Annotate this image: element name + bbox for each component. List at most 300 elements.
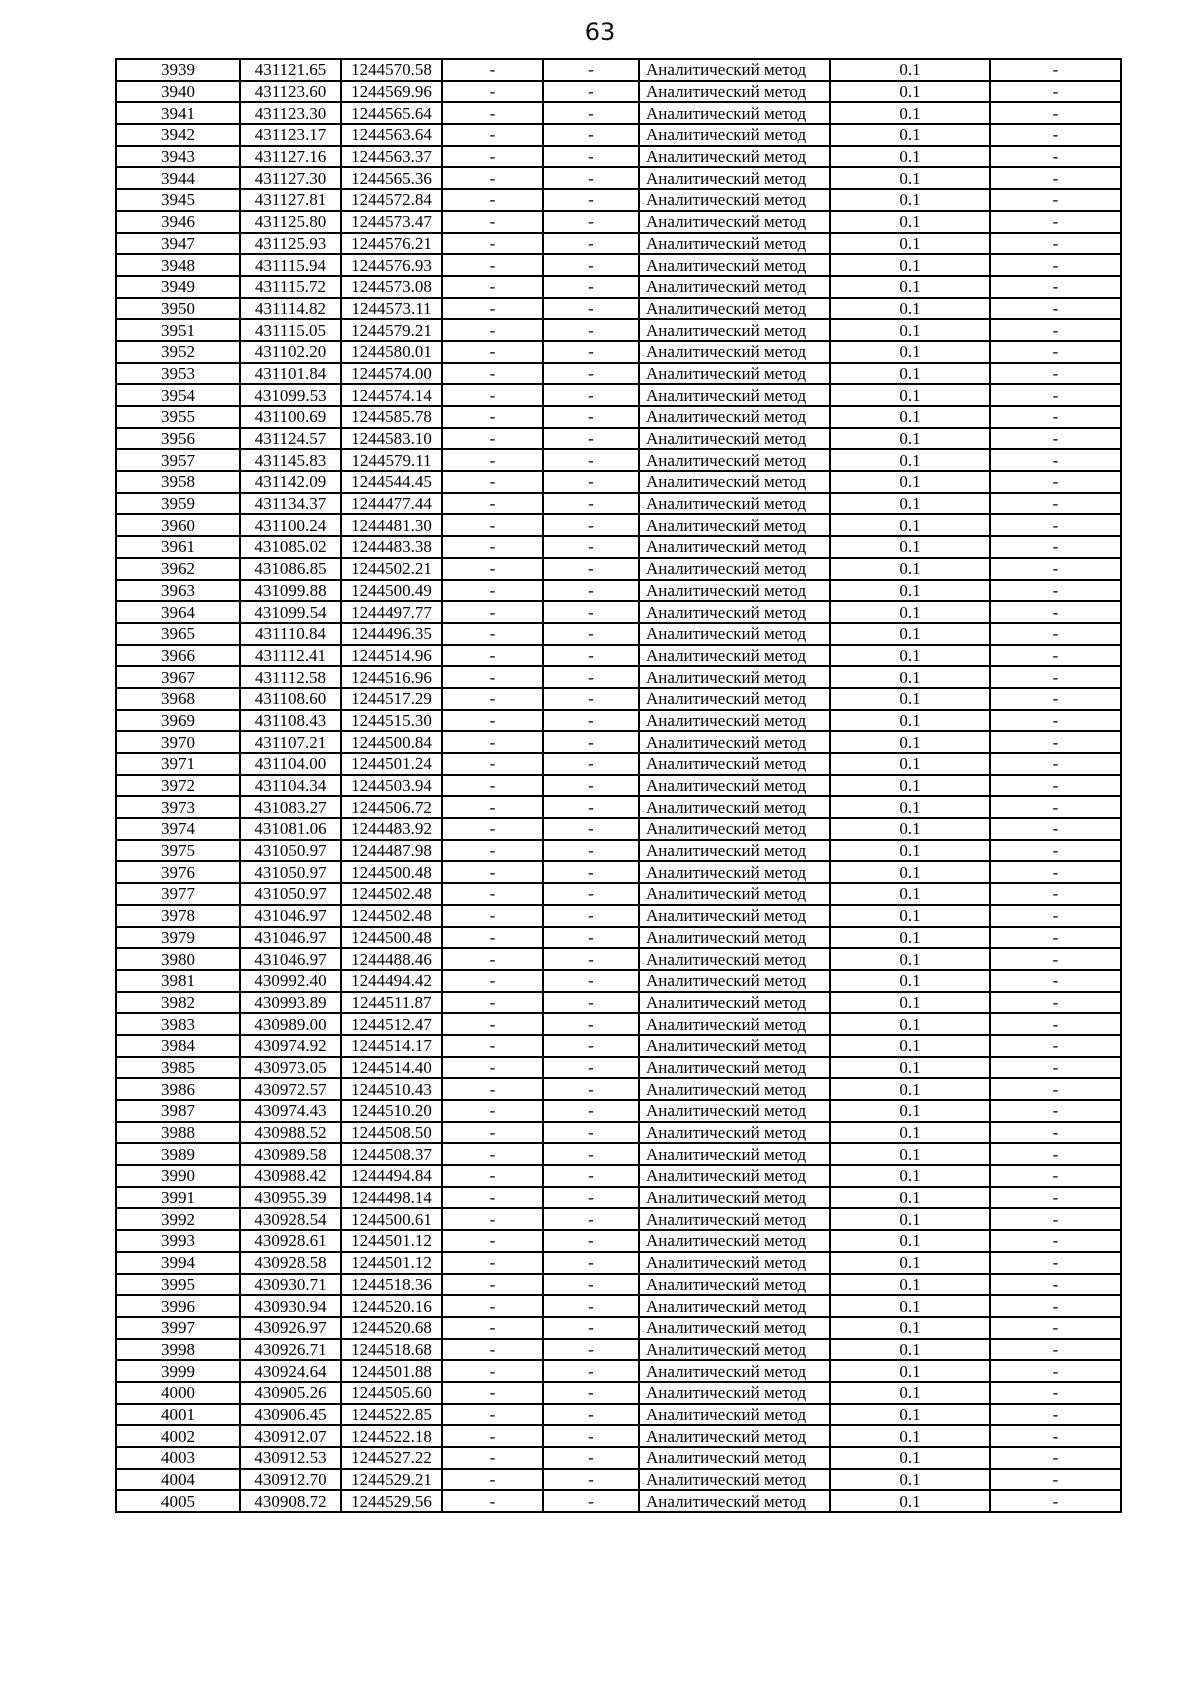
x-coordinate-cell: 431099.88 (240, 580, 341, 602)
y-coordinate-cell: 1244494.42 (341, 970, 442, 992)
empty-cell-2: - (543, 276, 639, 298)
method-cell: Аналитический метод (639, 1469, 830, 1491)
empty-cell-2: - (543, 233, 639, 255)
empty-cell-3: - (990, 927, 1121, 949)
empty-cell-3: - (990, 536, 1121, 558)
y-coordinate-cell: 1244501.12 (341, 1252, 442, 1274)
table-row (116, 1100, 1121, 1122)
y-coordinate-cell: 1244500.48 (341, 927, 442, 949)
point-number-cell: 3958 (116, 471, 240, 493)
empty-cell-2: - (543, 1078, 639, 1100)
table-row (116, 1339, 1121, 1361)
empty-cell-2: - (543, 1469, 639, 1491)
table-row (116, 319, 1121, 341)
empty-cell-3: - (990, 146, 1121, 168)
x-coordinate-cell: 430974.92 (240, 1035, 341, 1057)
empty-cell-2: - (543, 1057, 639, 1079)
empty-cell-3: - (990, 59, 1121, 81)
table-row (116, 601, 1121, 623)
accuracy-cell: 0.1 (830, 927, 990, 949)
table-row (116, 753, 1121, 775)
empty-cell-1: - (442, 1425, 543, 1447)
x-coordinate-cell: 431108.60 (240, 688, 341, 710)
accuracy-cell: 0.1 (830, 1057, 990, 1079)
empty-cell-2: - (543, 81, 639, 103)
empty-cell-1: - (442, 406, 543, 428)
empty-cell-2: - (543, 927, 639, 949)
x-coordinate-cell: 431108.43 (240, 710, 341, 732)
empty-cell-2: - (543, 211, 639, 233)
empty-cell-1: - (442, 298, 543, 320)
method-cell: Аналитический метод (639, 645, 830, 667)
empty-cell-2: - (543, 775, 639, 797)
point-number-cell: 3950 (116, 298, 240, 320)
y-coordinate-cell: 1244514.17 (341, 1035, 442, 1057)
y-coordinate-cell: 1244529.56 (341, 1490, 442, 1512)
point-number-cell: 3977 (116, 883, 240, 905)
method-cell: Аналитический метод (639, 666, 830, 688)
y-coordinate-cell: 1244574.14 (341, 384, 442, 406)
y-coordinate-cell: 1244510.43 (341, 1078, 442, 1100)
empty-cell-1: - (442, 1447, 543, 1469)
accuracy-cell: 0.1 (830, 1143, 990, 1165)
empty-cell-3: - (990, 406, 1121, 428)
method-cell: Аналитический метод (639, 558, 830, 580)
empty-cell-3: - (990, 1143, 1121, 1165)
empty-cell-1: - (442, 948, 543, 970)
empty-cell-1: - (442, 319, 543, 341)
empty-cell-1: - (442, 1013, 543, 1035)
empty-cell-3: - (990, 124, 1121, 146)
x-coordinate-cell: 430928.58 (240, 1252, 341, 1274)
empty-cell-2: - (543, 623, 639, 645)
x-coordinate-cell: 431085.02 (240, 536, 341, 558)
empty-cell-2: - (543, 731, 639, 753)
method-cell: Аналитический метод (639, 233, 830, 255)
point-number-cell: 3960 (116, 514, 240, 536)
point-number-cell: 3991 (116, 1187, 240, 1209)
point-number-cell: 3992 (116, 1208, 240, 1230)
empty-cell-2: - (543, 449, 639, 471)
empty-cell-1: - (442, 796, 543, 818)
point-number-cell: 3942 (116, 124, 240, 146)
accuracy-cell: 0.1 (830, 1187, 990, 1209)
point-number-cell: 3944 (116, 167, 240, 189)
y-coordinate-cell: 1244565.64 (341, 102, 442, 124)
empty-cell-2: - (543, 1013, 639, 1035)
empty-cell-3: - (990, 818, 1121, 840)
empty-cell-2: - (543, 883, 639, 905)
point-number-cell: 3952 (116, 341, 240, 363)
accuracy-cell: 0.1 (830, 558, 990, 580)
point-number-cell: 3951 (116, 319, 240, 341)
accuracy-cell: 0.1 (830, 1317, 990, 1339)
point-number-cell: 4000 (116, 1382, 240, 1404)
accuracy-cell: 0.1 (830, 1404, 990, 1426)
empty-cell-3: - (990, 666, 1121, 688)
x-coordinate-cell: 431134.37 (240, 493, 341, 515)
empty-cell-3: - (990, 1100, 1121, 1122)
x-coordinate-cell: 431123.17 (240, 124, 341, 146)
accuracy-cell: 0.1 (830, 428, 990, 450)
accuracy-cell: 0.1 (830, 1100, 990, 1122)
table-row (116, 1295, 1121, 1317)
method-cell: Аналитический метод (639, 840, 830, 862)
y-coordinate-cell: 1244585.78 (341, 406, 442, 428)
empty-cell-1: - (442, 449, 543, 471)
table-row (116, 1252, 1121, 1274)
empty-cell-3: - (990, 1490, 1121, 1512)
empty-cell-3: - (990, 1447, 1121, 1469)
y-coordinate-cell: 1244510.20 (341, 1100, 442, 1122)
accuracy-cell: 0.1 (830, 666, 990, 688)
x-coordinate-cell: 431115.94 (240, 254, 341, 276)
empty-cell-3: - (990, 1122, 1121, 1144)
point-number-cell: 3940 (116, 81, 240, 103)
table-row (116, 363, 1121, 385)
x-coordinate-cell: 430926.71 (240, 1339, 341, 1361)
method-cell: Аналитический метод (639, 449, 830, 471)
y-coordinate-cell: 1244477.44 (341, 493, 442, 515)
method-cell: Аналитический метод (639, 384, 830, 406)
method-cell: Аналитический метод (639, 1143, 830, 1165)
empty-cell-2: - (543, 666, 639, 688)
point-number-cell: 4005 (116, 1490, 240, 1512)
empty-cell-1: - (442, 992, 543, 1014)
empty-cell-3: - (990, 298, 1121, 320)
point-number-cell: 3978 (116, 905, 240, 927)
table-row (116, 428, 1121, 450)
point-number-cell: 3973 (116, 796, 240, 818)
x-coordinate-cell: 430912.07 (240, 1425, 341, 1447)
method-cell: Аналитический метод (639, 927, 830, 949)
x-coordinate-cell: 431107.21 (240, 731, 341, 753)
empty-cell-2: - (543, 298, 639, 320)
empty-cell-1: - (442, 146, 543, 168)
point-number-cell: 3967 (116, 666, 240, 688)
y-coordinate-cell: 1244573.47 (341, 211, 442, 233)
x-coordinate-cell: 431099.53 (240, 384, 341, 406)
y-coordinate-cell: 1244511.87 (341, 992, 442, 1014)
method-cell: Аналитический метод (639, 1208, 830, 1230)
x-coordinate-cell: 431083.27 (240, 796, 341, 818)
empty-cell-1: - (442, 1295, 543, 1317)
empty-cell-3: - (990, 1404, 1121, 1426)
empty-cell-3: - (990, 710, 1121, 732)
empty-cell-1: - (442, 428, 543, 450)
y-coordinate-cell: 1244527.22 (341, 1447, 442, 1469)
empty-cell-1: - (442, 1252, 543, 1274)
point-number-cell: 3964 (116, 601, 240, 623)
point-number-cell: 3945 (116, 189, 240, 211)
table-row (116, 493, 1121, 515)
table-row (116, 1208, 1121, 1230)
empty-cell-3: - (990, 1252, 1121, 1274)
empty-cell-3: - (990, 580, 1121, 602)
empty-cell-2: - (543, 514, 639, 536)
x-coordinate-cell: 430928.61 (240, 1230, 341, 1252)
empty-cell-1: - (442, 1490, 543, 1512)
empty-cell-2: - (543, 796, 639, 818)
method-cell: Аналитический метод (639, 905, 830, 927)
y-coordinate-cell: 1244503.94 (341, 775, 442, 797)
y-coordinate-cell: 1244522.85 (341, 1404, 442, 1426)
table-row (116, 514, 1121, 536)
empty-cell-2: - (543, 1143, 639, 1165)
accuracy-cell: 0.1 (830, 254, 990, 276)
table-row (116, 1035, 1121, 1057)
empty-cell-1: - (442, 189, 543, 211)
method-cell: Аналитический метод (639, 276, 830, 298)
table-row (116, 167, 1121, 189)
method-cell: Аналитический метод (639, 167, 830, 189)
x-coordinate-cell: 431050.97 (240, 840, 341, 862)
point-number-cell: 3981 (116, 970, 240, 992)
x-coordinate-cell: 431081.06 (240, 818, 341, 840)
point-number-cell: 3997 (116, 1317, 240, 1339)
table-row (116, 840, 1121, 862)
y-coordinate-cell: 1244576.21 (341, 233, 442, 255)
empty-cell-3: - (990, 1469, 1121, 1491)
method-cell: Аналитический метод (639, 818, 830, 840)
y-coordinate-cell: 1244522.18 (341, 1425, 442, 1447)
point-number-cell: 3946 (116, 211, 240, 233)
x-coordinate-cell: 430906.45 (240, 1404, 341, 1426)
method-cell: Аналитический метод (639, 753, 830, 775)
method-cell: Аналитический метод (639, 883, 830, 905)
empty-cell-3: - (990, 276, 1121, 298)
empty-cell-1: - (442, 254, 543, 276)
method-cell: Аналитический метод (639, 861, 830, 883)
empty-cell-1: - (442, 384, 543, 406)
accuracy-cell: 0.1 (830, 493, 990, 515)
accuracy-cell: 0.1 (830, 471, 990, 493)
x-coordinate-cell: 431125.93 (240, 233, 341, 255)
empty-cell-2: - (543, 710, 639, 732)
y-coordinate-cell: 1244574.00 (341, 363, 442, 385)
empty-cell-1: - (442, 167, 543, 189)
point-number-cell: 3995 (116, 1274, 240, 1296)
point-number-cell: 3965 (116, 623, 240, 645)
empty-cell-3: - (990, 428, 1121, 450)
table-row (116, 688, 1121, 710)
point-number-cell: 3998 (116, 1339, 240, 1361)
point-number-cell: 3970 (116, 731, 240, 753)
point-number-cell: 4004 (116, 1469, 240, 1491)
table-row (116, 818, 1121, 840)
empty-cell-2: - (543, 1425, 639, 1447)
x-coordinate-cell: 430972.57 (240, 1078, 341, 1100)
table-row (116, 233, 1121, 255)
page-number: 63 (584, 18, 616, 46)
x-coordinate-cell: 430989.00 (240, 1013, 341, 1035)
empty-cell-2: - (543, 840, 639, 862)
table-row (116, 883, 1121, 905)
table-row (116, 1013, 1121, 1035)
point-number-cell: 3976 (116, 861, 240, 883)
empty-cell-3: - (990, 211, 1121, 233)
method-cell: Аналитический метод (639, 211, 830, 233)
empty-cell-3: - (990, 861, 1121, 883)
method-cell: Аналитический метод (639, 580, 830, 602)
table-row (116, 536, 1121, 558)
accuracy-cell: 0.1 (830, 840, 990, 862)
point-number-cell: 3968 (116, 688, 240, 710)
x-coordinate-cell: 431086.85 (240, 558, 341, 580)
empty-cell-1: - (442, 471, 543, 493)
empty-cell-1: - (442, 1382, 543, 1404)
x-coordinate-cell: 431104.00 (240, 753, 341, 775)
empty-cell-2: - (543, 471, 639, 493)
empty-cell-3: - (990, 81, 1121, 103)
empty-cell-3: - (990, 1078, 1121, 1100)
point-number-cell: 3980 (116, 948, 240, 970)
empty-cell-1: - (442, 1339, 543, 1361)
y-coordinate-cell: 1244500.48 (341, 861, 442, 883)
table-row (116, 449, 1121, 471)
x-coordinate-cell: 431104.34 (240, 775, 341, 797)
point-number-cell: 3972 (116, 775, 240, 797)
empty-cell-1: - (442, 341, 543, 363)
method-cell: Аналитический метод (639, 1252, 830, 1274)
x-coordinate-cell: 431123.30 (240, 102, 341, 124)
y-coordinate-cell: 1244569.96 (341, 81, 442, 103)
empty-cell-3: - (990, 905, 1121, 927)
table-row (116, 1404, 1121, 1426)
empty-cell-2: - (543, 1100, 639, 1122)
table-row (116, 146, 1121, 168)
x-coordinate-cell: 430928.54 (240, 1208, 341, 1230)
empty-cell-1: - (442, 124, 543, 146)
empty-cell-3: - (990, 970, 1121, 992)
y-coordinate-cell: 1244483.92 (341, 818, 442, 840)
method-cell: Аналитический метод (639, 428, 830, 450)
table-row (116, 102, 1121, 124)
x-coordinate-cell: 431115.72 (240, 276, 341, 298)
accuracy-cell: 0.1 (830, 298, 990, 320)
y-coordinate-cell: 1244520.16 (341, 1295, 442, 1317)
empty-cell-1: - (442, 536, 543, 558)
table-row (116, 666, 1121, 688)
accuracy-cell: 0.1 (830, 1165, 990, 1187)
x-coordinate-cell: 430924.64 (240, 1360, 341, 1382)
accuracy-cell: 0.1 (830, 319, 990, 341)
empty-cell-1: - (442, 1404, 543, 1426)
table-row (116, 341, 1121, 363)
point-number-cell: 3979 (116, 927, 240, 949)
method-cell: Аналитический метод (639, 189, 830, 211)
empty-cell-2: - (543, 1317, 639, 1339)
empty-cell-2: - (543, 970, 639, 992)
accuracy-cell: 0.1 (830, 796, 990, 818)
x-coordinate-cell: 431145.83 (240, 449, 341, 471)
point-number-cell: 3999 (116, 1360, 240, 1382)
method-cell: Аналитический метод (639, 1339, 830, 1361)
y-coordinate-cell: 1244572.84 (341, 189, 442, 211)
empty-cell-3: - (990, 1187, 1121, 1209)
method-cell: Аналитический метод (639, 948, 830, 970)
empty-cell-2: - (543, 1360, 639, 1382)
empty-cell-2: - (543, 254, 639, 276)
empty-cell-2: - (543, 1382, 639, 1404)
y-coordinate-cell: 1244481.30 (341, 514, 442, 536)
method-cell: Аналитический метод (639, 254, 830, 276)
empty-cell-3: - (990, 1230, 1121, 1252)
x-coordinate-cell: 431101.84 (240, 363, 341, 385)
empty-cell-1: - (442, 840, 543, 862)
y-coordinate-cell: 1244501.24 (341, 753, 442, 775)
accuracy-cell: 0.1 (830, 449, 990, 471)
empty-cell-3: - (990, 341, 1121, 363)
y-coordinate-cell: 1244506.72 (341, 796, 442, 818)
method-cell: Аналитический метод (639, 1013, 830, 1035)
y-coordinate-cell: 1244505.60 (341, 1382, 442, 1404)
accuracy-cell: 0.1 (830, 536, 990, 558)
empty-cell-2: - (543, 1165, 639, 1187)
empty-cell-1: - (442, 818, 543, 840)
y-coordinate-cell: 1244515.30 (341, 710, 442, 732)
empty-cell-1: - (442, 753, 543, 775)
method-cell: Аналитический метод (639, 1404, 830, 1426)
table-row (116, 276, 1121, 298)
point-number-cell: 3947 (116, 233, 240, 255)
y-coordinate-cell: 1244500.84 (341, 731, 442, 753)
empty-cell-3: - (990, 992, 1121, 1014)
empty-cell-2: - (543, 645, 639, 667)
empty-cell-1: - (442, 601, 543, 623)
method-cell: Аналитический метод (639, 1382, 830, 1404)
empty-cell-3: - (990, 1165, 1121, 1187)
table-row (116, 471, 1121, 493)
table-row (116, 580, 1121, 602)
empty-cell-3: - (990, 883, 1121, 905)
x-coordinate-cell: 430988.52 (240, 1122, 341, 1144)
table-row (116, 861, 1121, 883)
empty-cell-1: - (442, 276, 543, 298)
method-cell: Аналитический метод (639, 471, 830, 493)
accuracy-cell: 0.1 (830, 514, 990, 536)
empty-cell-3: - (990, 1425, 1121, 1447)
empty-cell-2: - (543, 1122, 639, 1144)
empty-cell-3: - (990, 1295, 1121, 1317)
empty-cell-1: - (442, 81, 543, 103)
empty-cell-1: - (442, 1035, 543, 1057)
accuracy-cell: 0.1 (830, 211, 990, 233)
table-row (116, 1425, 1121, 1447)
empty-cell-1: - (442, 905, 543, 927)
empty-cell-1: - (442, 1208, 543, 1230)
empty-cell-1: - (442, 1165, 543, 1187)
table-row (116, 1187, 1121, 1209)
point-number-cell: 3962 (116, 558, 240, 580)
accuracy-cell: 0.1 (830, 1230, 990, 1252)
accuracy-cell: 0.1 (830, 1078, 990, 1100)
empty-cell-3: - (990, 514, 1121, 536)
x-coordinate-cell: 431123.60 (240, 81, 341, 103)
x-coordinate-cell: 430926.97 (240, 1317, 341, 1339)
accuracy-cell: 0.1 (830, 384, 990, 406)
method-cell: Аналитический метод (639, 363, 830, 385)
table-row (116, 1122, 1121, 1144)
accuracy-cell: 0.1 (830, 189, 990, 211)
empty-cell-3: - (990, 233, 1121, 255)
empty-cell-1: - (442, 102, 543, 124)
point-number-cell: 3953 (116, 363, 240, 385)
empty-cell-1: - (442, 1274, 543, 1296)
x-coordinate-cell: 430973.05 (240, 1057, 341, 1079)
empty-cell-2: - (543, 167, 639, 189)
empty-cell-1: - (442, 1057, 543, 1079)
